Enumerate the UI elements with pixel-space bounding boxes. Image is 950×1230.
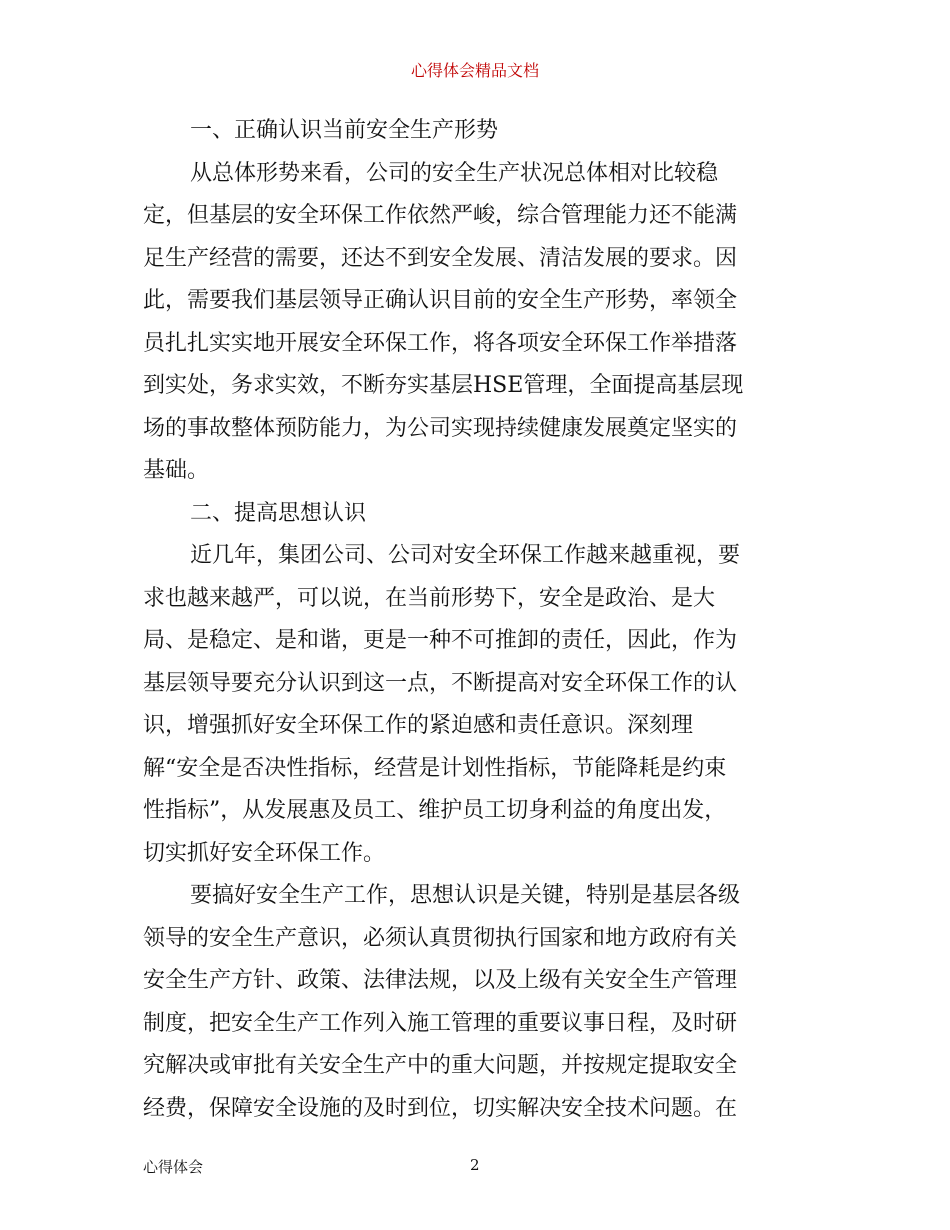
paragraph-line: 识，增强抓好安全环保工作的紧迫感和责任意识。深刻理	[143, 713, 694, 738]
section-heading: 二、提高思想认识	[190, 500, 367, 526]
paragraph-line: 到实处，务求实效，不断夯实基层HSE管理，全面提高基层现	[143, 373, 744, 398]
paragraph-line: 从总体形势来看，公司的安全生产状况总体相对比较稳	[190, 160, 719, 186]
paragraph-line: 性指标”，从发展惠及员工、维护员工切身利益的角度出发，	[143, 798, 727, 823]
footer-label: 心得体会	[143, 1158, 204, 1176]
paragraph-line: 近几年，集团公司、公司对安全环保工作越来越重视，要	[190, 543, 741, 568]
paragraph-line: 基础。	[143, 458, 210, 483]
paragraph-line: 基层领导要充分认识到这一点，不断提高对安全环保工作的认	[143, 670, 738, 696]
document-header: 心得体会精品文档	[410, 61, 539, 80]
paragraph-line: 究解决或审批有关安全生产中的重大问题，并按规定提取安全	[143, 1053, 738, 1078]
paragraph-line: 解“安全是否决性指标，经营是计划性指标，节能降耗是约束	[143, 755, 727, 781]
paragraph-line: 切实抓好安全环保工作。	[143, 840, 386, 866]
paragraph-line: 安全生产方针、政策、法律法规，以及上级有关安全生产管理	[143, 968, 738, 993]
page-number: 2	[470, 1156, 480, 1174]
paragraph-line: 要搞好安全生产工作，思想认识是关键，特别是基层各级	[190, 883, 741, 908]
paragraph-line: 局、是稳定、是和谐，更是一种不可推卸的责任，因此，作为	[143, 628, 738, 653]
paragraph-line: 经费，保障安全设施的及时到位，切实解决安全技术问题。在	[143, 1095, 738, 1121]
paragraph-line: 领导的安全生产意识，必须认真贯彻执行国家和地方政府有关	[143, 925, 738, 951]
paragraph-line: 制度，把安全生产工作列入施工管理的重要议事日程，及时研	[143, 1010, 738, 1036]
paragraph-line: 员扎扎实实地开展安全环保工作，将各项安全环保工作举措落	[143, 330, 738, 356]
paragraph-line: 求也越来越严，可以说，在当前形势下，安全是政治、是大	[143, 585, 716, 611]
section-heading: 一、正确认识当前安全生产形势	[190, 118, 499, 143]
paragraph-line: 此，需要我们基层领导正确认识目前的安全生产形势，率领全	[143, 288, 738, 313]
paragraph-line: 场的事故整体预防能力，为公司实现持续健康发展奠定坚实的	[143, 415, 738, 441]
paragraph-line: 定，但基层的安全环保工作依然严峻，综合管理能力还不能满	[143, 203, 738, 228]
document-body	[143, 110, 813, 1130]
paragraph-line: 足生产经营的需要，还达不到安全发展、清洁发展的要求。因	[143, 245, 738, 271]
